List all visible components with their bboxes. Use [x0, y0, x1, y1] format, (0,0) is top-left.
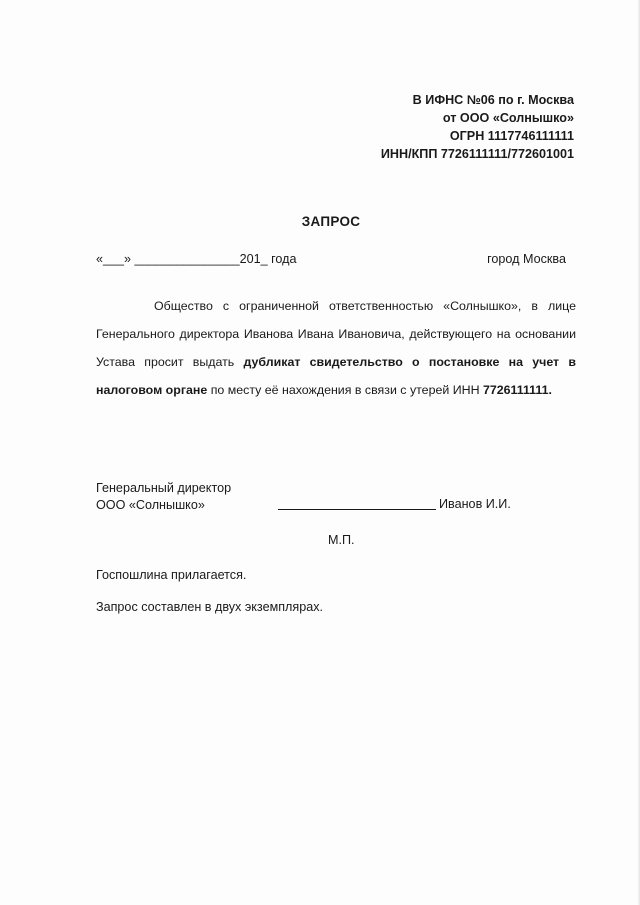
date-line: «___» _______________201_ года: [96, 252, 297, 266]
request-body: [96, 292, 576, 404]
signer-block: [96, 480, 231, 514]
signature-line: [278, 509, 436, 510]
signer-name: Иванов И.И.: [439, 497, 511, 511]
addressee-inn-kpp: ИНН/КПП 7726111111/772601001: [380, 147, 574, 161]
body-bold-request: дубликат свидетельство о постановке на учет в налоговом органе: [96, 355, 576, 397]
addressee-ogrn: ОГРН 1117746111111: [449, 129, 574, 143]
body-text-part-2: по месту её нахождения в связи с утерей ИНН: [207, 383, 483, 397]
body-text-part-1: Общество с ограниченной ответственностью «Солнышко», в лице Генерального директора Иванова Ивана Ивановича, действующего на основании Устава просит выдать: [96, 299, 576, 369]
city: город Москва: [487, 252, 566, 266]
body-bold-inn: 7726111111.: [482, 383, 552, 397]
addressee-sender: от ООО «Солнышко»: [442, 111, 574, 125]
addressee-tax-office: В ИФНС №06 по г. Москва: [412, 93, 574, 107]
signer-position: Генеральный директор: [96, 481, 232, 495]
stamp-place: М.П.: [328, 533, 355, 547]
document-title: ЗАПРОС: [301, 214, 361, 229]
signer-company: ООО «Солнышко»: [96, 498, 205, 512]
addressee-block: [381, 91, 574, 163]
copies-note: Запрос составлен в двух экземплярах.: [96, 600, 324, 614]
fee-note: Госпошлина прилагается.: [96, 568, 247, 582]
